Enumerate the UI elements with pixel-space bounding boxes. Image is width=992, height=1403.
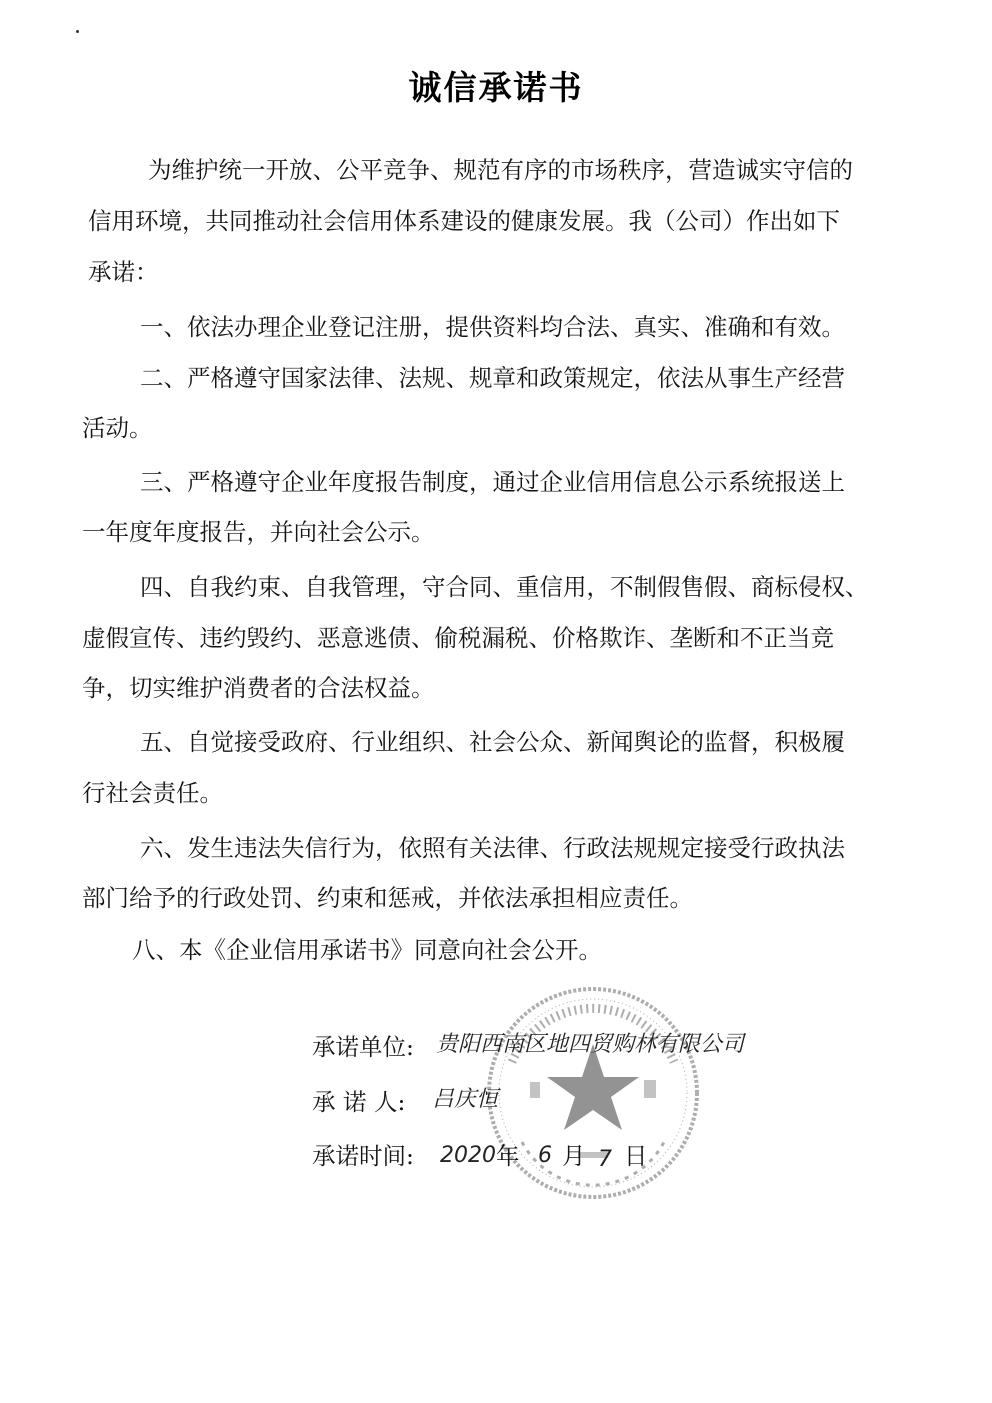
document-title: 诚信承诺书 [408, 68, 584, 107]
item-5-line-2: 行社会责任。 [82, 779, 223, 807]
item-8-line-1: 八、本《企业信用承诺书》同意向社会公开。 [132, 936, 602, 964]
day-char: 日 [624, 1142, 648, 1170]
item-2-line-1: 二、严格遵守国家法律、法规、规章和政策规定，依法从事生产经营 [140, 364, 845, 392]
item-2-line-2: 活动。 [82, 414, 153, 442]
item-1-line-1: 一、依法办理企业登记注册，提供资料均合法、真实、准确和有效。 [140, 313, 845, 341]
item-3-line-2: 一年度年度报告，并向社会公示。 [82, 518, 435, 546]
person-handwritten: 吕庆恒 [432, 1087, 499, 1112]
item-4-line-3: 争，切实维护消费者的合法权益。 [82, 674, 435, 702]
scan-speck [76, 30, 79, 33]
person-label: 承 诺 人: [312, 1088, 406, 1116]
unit-handwritten: 贵阳西南区地四贸购林有限公司 [436, 1032, 745, 1057]
intro-line-2: 信用环境，共同推动社会信用体系建设的健康发展。我（公司）作出如下 [88, 207, 840, 235]
date-label: 承诺时间: [312, 1142, 414, 1170]
date-year: 2020 [440, 1143, 496, 1168]
item-4-line-1: 四、自我约束、自我管理，守合同、重信用，不制假售假、商标侵权、 [140, 573, 869, 601]
item-4-line-2: 虚假宣传、违约毁约、恶意逃债、偷税漏税、价格欺诈、垄断和不正当竞 [82, 624, 834, 652]
item-5-line-1: 五、自觉接受政府、行业组织、社会公众、新闻舆论的监督，积极履 [140, 728, 845, 756]
unit-label: 承诺单位: [312, 1033, 414, 1061]
month-char: 月 [562, 1142, 586, 1170]
item-3-line-1: 三、严格遵守企业年度报告制度，通过企业信用信息公示系统报送上 [140, 468, 845, 496]
date-month: 6 [538, 1143, 552, 1168]
intro-line-3: 承诺： [88, 258, 159, 286]
item-6-line-1: 六、发生违法失信行为，依照有关法律、行政法规规定接受行政执法 [140, 834, 845, 862]
year-char: 年 [496, 1142, 520, 1170]
intro-line-1: 为维护统一开放、公平竞争、规范有序的市场秩序，营造诚实守信的 [148, 156, 853, 184]
item-6-line-2: 部门给予的行政处罚、约束和惩戒，并依法承担相应责任。 [82, 884, 693, 912]
date-day: 7 [598, 1147, 612, 1172]
